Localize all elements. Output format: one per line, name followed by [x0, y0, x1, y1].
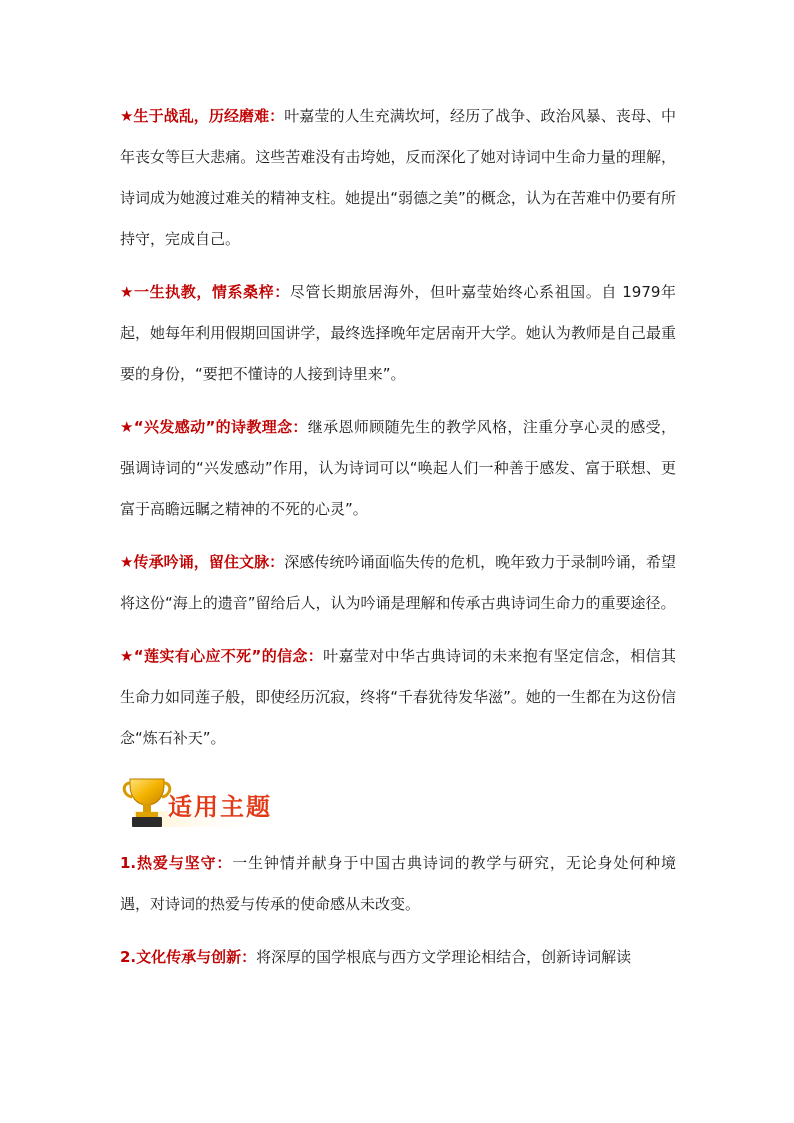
section-paragraph-3 [120, 407, 676, 530]
section-text: 深感传统吟诵面临失传的危机，晚年致力于录制吟诵，希望将这份“海上的遗音”留给后人，认为吟诵是理解和传承古典诗词生命力的重要途径。 [120, 553, 676, 612]
theme-heading: 1.热爱与坚守： [120, 854, 233, 872]
section-text: 叶嘉莹的人生充满坎坷，经历了战争、政治风暴、丧母、中年丧女等巨大悲痛。这些苦难没有击垮她，反而深化了她对诗词中生命力量的理解，诗词成为她渡过难关的精神支柱。她提出“弱德之美”的概念，认为在苦难中仍要有所持守，完成自己。 [120, 107, 676, 248]
theme-heading: 2.文化传承与创新： [120, 948, 257, 966]
theme-text: 将深厚的国学根底与西方文学理论相结合，创新诗词解读 [256, 948, 632, 966]
content-column [120, 96, 676, 990]
section-heading: ★一生执教，情系桑梓： [120, 283, 290, 301]
theme-text: 一生钟情并献身于中国古典诗词的教学与研究，无论身处何种境遇，对诗词的热爱与传承的使命感从未改变。 [120, 854, 676, 913]
section-paragraph-2 [120, 272, 676, 395]
section-heading: ★生于战乱，历经磨难： [120, 107, 285, 125]
section-heading: ★传承吟诵，留住文脉： [120, 553, 285, 571]
section-paragraph-4 [120, 542, 676, 624]
section-paragraph-5 [120, 636, 676, 759]
section-text: 叶嘉莹对中华古典诗词的未来抱有坚定信念，相信其生命力如同莲子般，即使经历沉寂，终将“千春犹待发华滋”。她的一生都在为这份信念“炼石补天”。 [120, 647, 676, 747]
section-heading: ★“莲实有心应不死”的信念： [120, 647, 324, 665]
section-text: 继承恩师顾随先生的教学风格，注重分享心灵的感受，强调诗词的“兴发感动”作用，认为诗词可以“唤起人们一种善于感发、富于联想、更富于高瞻远瞩之精神的不死的心灵”。 [120, 418, 676, 518]
themes-badge [120, 771, 676, 833]
section-paragraph-1 [120, 96, 676, 260]
badge-title: 适用主题 [168, 793, 272, 821]
section-heading: ★“兴发感动”的诗教理念： [120, 418, 308, 436]
theme-paragraph-2 [120, 937, 676, 978]
theme-paragraph-1 [120, 843, 676, 925]
section-text: 尽管长期旅居海外，但叶嘉莹始终心系祖国。自 1979年起，她每年利用假期回国讲学，最终选择晚年定居南开大学。她认为教师是自己最重要的身份，“要把不懂诗的人接到诗里来”。 [120, 283, 676, 383]
